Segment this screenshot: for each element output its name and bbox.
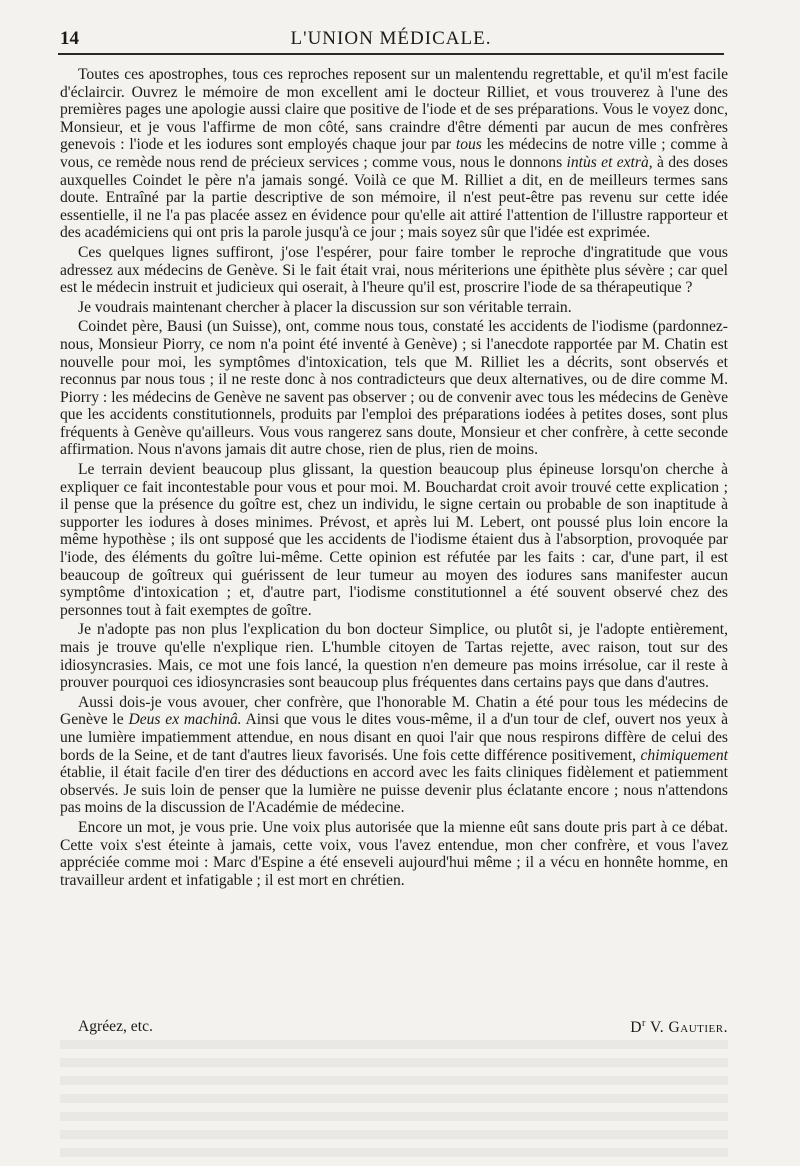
running-head xyxy=(60,28,722,52)
paragraph xyxy=(60,318,728,459)
italic-run: Deus ex machinâ. xyxy=(128,711,242,729)
signature-superscript: r xyxy=(642,1018,646,1029)
paragraph xyxy=(60,299,728,317)
page-number: 14 xyxy=(60,28,79,49)
text-run: à des doses auxquelles Coindet le père n'a jamais songé. Voilà ce que M. Rilliet a dit, en de meilleurs termes sans doute. Entraîné par la partie descriptive de son mémoire, il n'est peut-être pas revenu sur cette idée essentielle, il ne l'a pas placée assez en évidence pour qu'elle ait attiré l'attention de l'illustre rapporteur et des académiciens qui ont pris la parole jusqu'à ce jour ; mais soyez sûr que l'idée est exprimée. xyxy=(60,153,728,242)
italic-run: chimiquement xyxy=(640,746,728,764)
paragraph xyxy=(60,461,728,619)
paragraph xyxy=(60,66,728,242)
italic-run: tous xyxy=(455,136,482,154)
text-run: Ainsi que vous le dites vous-même, il a d'un tour de clef, ouvert nos yeux à une lumière impatiemment attendue, en nous disant en quoi l'air que nous respirons diffère de celui des bords de la Seine, et de tant d'autres lieux favorisés. Une fois cette différence positivement, xyxy=(60,711,729,764)
text-run: Je voudrais maintenant chercher à placer la discussion sur son véritable terrain. xyxy=(78,298,572,316)
italic-run: intùs et extrà, xyxy=(566,153,653,171)
paragraph xyxy=(60,819,728,889)
paragraph xyxy=(60,244,728,297)
salutation: Agréez, etc. xyxy=(78,1018,153,1035)
text-run: établie, il était facile d'en tirer des déductions en accord avec les faits cliniques fidèlement et patiemment observés. Je suis loin de penser que la lumière ne puisse devenir plus éclatante encore ; nous n'attendons pas moins de la discussion de l'Académie de médecine. xyxy=(60,764,728,817)
text-run: les médecins de notre ville ; comme à vous, ce remède nous rend de précieux services ; comme vous, nous le donnons xyxy=(60,136,729,171)
reverse-page-bleed-through xyxy=(60,1040,728,1160)
journal-title: L'UNION MÉDICALE. xyxy=(290,28,492,49)
paragraph xyxy=(60,694,728,817)
letter-body xyxy=(60,66,728,889)
text-run: Ces quelques lignes suffiront, j'ose l'espérer, pour faire tomber le reproche d'ingratitude que vous adressez aux médecins de Genève. Si le fait était vrai, nous mériterions une épithète plus sévère ; car quel est le médecin instruit et judicieux qui oserait, à l'heure qu'il est, proscrire l'iode de sa thérapeutique ? xyxy=(60,243,728,297)
letter-closing xyxy=(60,1018,728,1040)
text-run: Le terrain devient beaucoup plus glissant, la question beaucoup plus épineuse lorsqu'on cherche à expliquer ce fait incontestable pour vous et pour moi. M. Bouchardat croit avoir trouvé cette explication ; il pense que la présence du goître est, chez un individu, le signe certain ou probable de son inaptitude à supporter les iodures à doses minimes. Prévost, et après lui M. Lebert, ont poussé plus loin encore la même hypothèse ; ils ont supposé que les accidents de l'iodisme étaient dus à l'absorption, provoquée par l'iode, des éléments du goître lui-même. Cette opinion est réfutée par les faits : car, d'une part, il est beaucoup de goîtreux qui guérissent de leur tumeur au moyen des iodures sans manifester aucun symptôme d'intoxication ; et, d'autre part, l'iodisme constitutionnel a été souvent observé chez des personnes tout à fait exemptes de goître. xyxy=(60,461,728,619)
text-run: Coindet père, Bausi (un Suisse), ont, comme nous tous, constaté les accidents de l'iodisme (pardonnez-nous, Monsieur Piorry, ce nom n'a point été inventé à Genève) ; si l'anecdote rapportée par M. Chatin est nouvelle pour moi, les symptômes d'intoxication, tels que M. Rilliet les a décrits, sont observés et reconnus par nous tous ; il ne reste donc à nos contradicteurs que deux alternatives, ou de dire comme M. Piorry : les médecins de Genève ne savent pas observer ; ou de convenir avec tous les médecins de Genève que les accidents constitutionnels, produits par l'emploi des préparations iodées à petites doses, sont plus fréquents à Genève qu'ailleurs. Vous vous rangerez sans doute, Monsieur et cher confrère, à cette seconde affirmation. Nous n'avons jamais dit autre chose, rien de plus, rien de moins. xyxy=(60,318,728,459)
text-run: Toutes ces apostrophes, tous ces reproches reposent sur un malentendu regrettable, et qu'il m'est facile d'éclaircir. Ouvrez le mémoire de mon excellent ami le docteur Rilliet, et vous trouverez à l'une des premières pages une apologie aussi claire que positive de l'iode et de ses préparations. Vous le voyez donc, Monsieur, et je vous l'affirme de mon côté, sans craindre d'être démenti par aucun de mes confrères genevois : l'iode et les iodures sont employés chaque jour par xyxy=(60,66,728,154)
signature xyxy=(630,1018,728,1037)
text-run: Encore un mot, je vous prie. Une voix plus autorisée que la mienne eût sans doute pris part à ce débat. Cette voix s'est éteinte à jamais, cette voix, vous l'avez entendue, mon cher confrère, et vous l'avez appréciée comme moi : Marc d'Espine a été enseveli aujourd'hui même ; il a vécu en honnête homme, en travailleur ardent et infatigable ; il est mort en chrétien. xyxy=(60,818,728,889)
signature-name: V. Gautier. xyxy=(645,1019,728,1037)
text-run: Aussi dois-je vous avouer, cher confrère, que l'honorable M. Chatin a été pour tous les médecins de Genève le xyxy=(60,693,728,729)
signature-prefix: D xyxy=(630,1019,642,1037)
text-run: Je n'adopte pas non plus l'explication du bon docteur Simplice, ou plutôt si, je l'adopte entièrement, mais je trouve qu'elle n'explique rien. L'humble citoyen de Tartas rejette, avec raison, tout sur des idiosyncrasies. Mais, ce mot une fois lancé, la question n'en demeure pas moins irrésolue, car il reste à prouver pourquoi ces idiosyncrasies sont beaucoup plus fréquentes dans certains pays que dans d'autres. xyxy=(60,621,728,692)
paragraph xyxy=(60,621,728,691)
header-rule xyxy=(58,53,724,55)
